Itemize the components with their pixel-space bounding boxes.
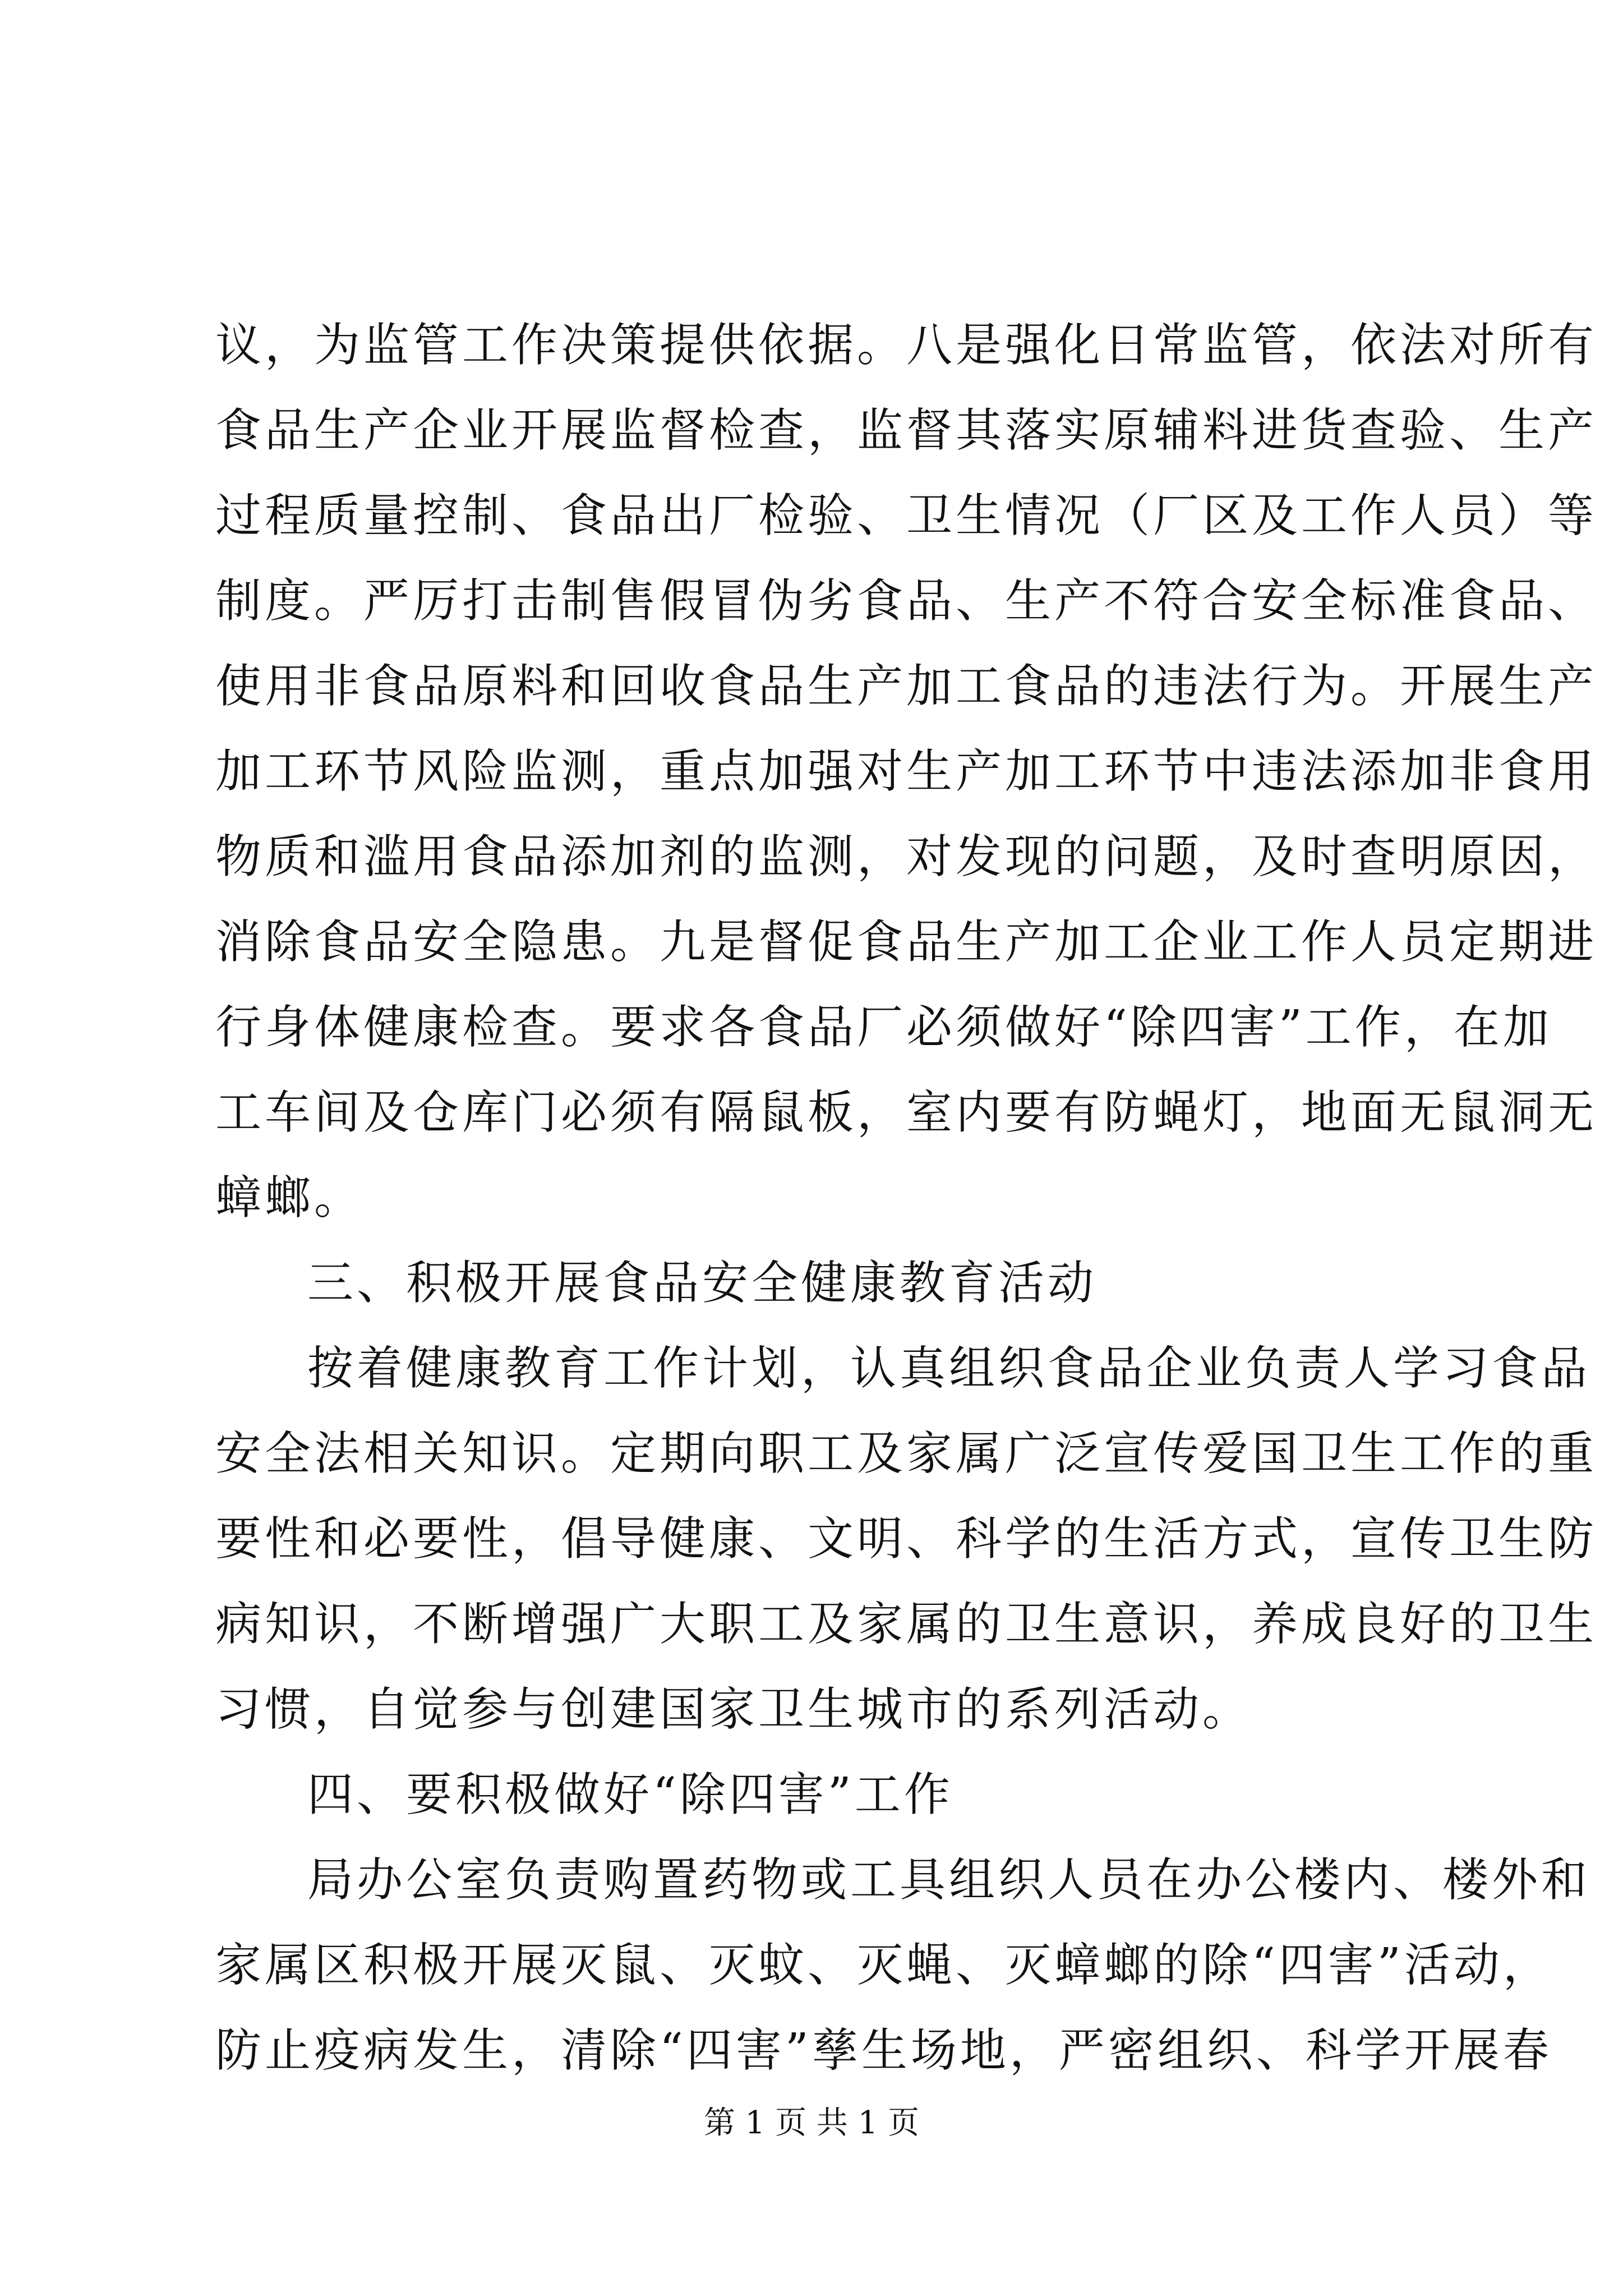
text-line: 行身体健康检查。要求各食品厂必须做好“除四害”工作，在加	[215, 1001, 1552, 1054]
text-line: 物质和滥用食品添加剂的监测，对发现的问题，及时查明原因，	[215, 830, 1598, 884]
document-body	[215, 303, 1598, 2093]
text-line: 安全法相关知识。定期向职工及家属广泛宣传爱国卫生工作的重	[215, 1427, 1598, 1480]
text-line: 议，为监管工作决策提供依据。八是强化日常监管，依法对所有	[215, 319, 1598, 372]
page-footer: 第 1 页 共 1 页	[703, 2105, 920, 2141]
text-line: 习惯，自觉参与创建国家卫生城市的系列活动。	[215, 1683, 1252, 1736]
text-line: 工车间及仓库门必须有隔鼠板，室内要有防蝇灯，地面无鼠洞无	[215, 1086, 1598, 1139]
text-line: 病知识，不断增强广大职工及家属的卫生意识，养成良好的卫生	[215, 1598, 1598, 1651]
paragraph-first-line: 局办公室负责购置药物或工具组织人员在办公楼内、楼外和	[307, 1853, 1591, 1907]
text-line: 使用非食品原料和回收食品生产加工食品的违法行为。开展生产	[215, 660, 1598, 713]
section-heading: 四、要积极做好“除四害”工作	[307, 1768, 953, 1821]
text-line: 过程质量控制、食品出厂检验、卫生情况（厂区及工作人员）等	[215, 489, 1598, 542]
text-line: 食品生产企业开展监督检查，监督其落实原辅料进货查验、生产	[215, 404, 1598, 457]
text-line: 家属区积极开展灭鼠、灭蚊、灭蝇、灭蟑螂的除“四害”活动，	[215, 1939, 1552, 1992]
text-line: 加工环节风险监测，重点加强对生产加工环节中违法添加非食用	[215, 745, 1598, 798]
text-line: 蟑螂。	[215, 1171, 364, 1225]
text-line: 消除食品安全隐患。九是督促食品生产加工企业工作人员定期进	[215, 915, 1598, 969]
section-heading: 三、积极开展食品安全健康教育活动	[307, 1257, 1098, 1310]
text-line: 防止疫病发生，清除“四害”孳生场地，严密组织、科学开展春	[215, 2024, 1552, 2077]
text-line: 制度。严厉打击制售假冒伪劣食品、生产不符合安全标准食品、	[215, 574, 1598, 628]
text-line: 要性和必要性，倡导健康、文明、科学的生活方式，宣传卫生防	[215, 1512, 1598, 1566]
paragraph-first-line: 按着健康教育工作计划，认真组织食品企业负责人学习食品	[307, 1342, 1591, 1395]
